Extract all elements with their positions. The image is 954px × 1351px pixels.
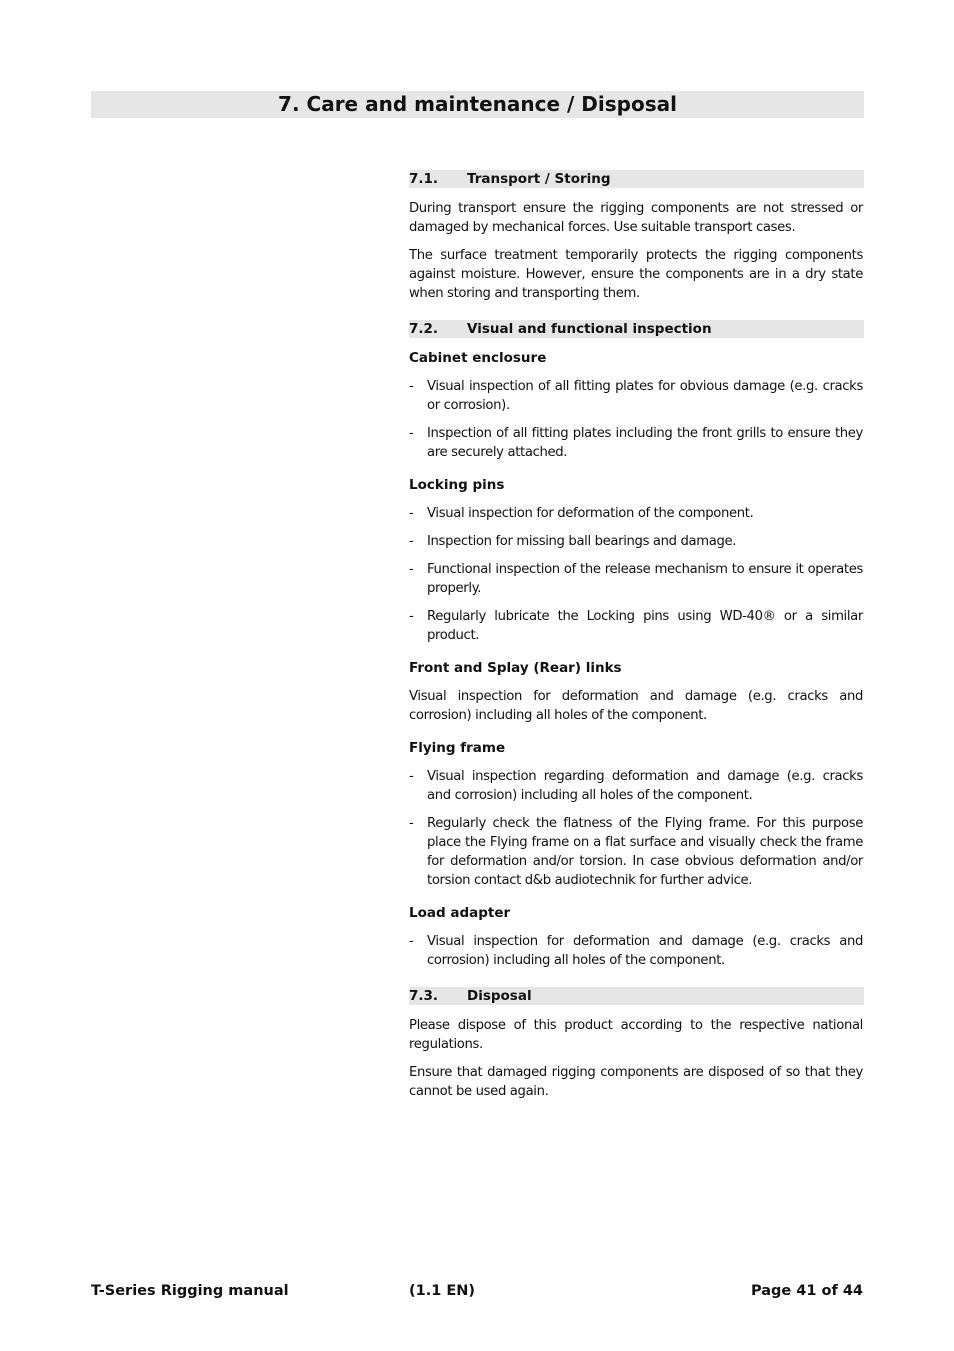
chapter-header-bar: [91, 91, 864, 118]
footer-page-number: Page 41 of 44: [750, 1283, 863, 1299]
dash-marker: -: [409, 769, 414, 784]
list-item: - Visual inspection for deformation of the component.: [409, 506, 754, 521]
subheading-cabinet-enclosure: Cabinet enclosure: [409, 350, 547, 366]
section-title: Disposal: [467, 988, 532, 1004]
section-heading-transport: [409, 170, 864, 188]
list-item: - Regularly lubricate the Locking pins using WD-40® or a similar product.: [409, 609, 863, 643]
subheading-front-splay-links: Front and Splay (Rear) links: [409, 660, 622, 676]
main-content: [409, 170, 863, 1110]
list-item: - Visual inspection regarding deformation and damage (e.g. cracks and corrosion) including all holes of the component.: [409, 769, 863, 803]
dash-marker: -: [409, 816, 414, 831]
list-item: - Visual inspection of all fitting plates for obvious damage (e.g. cracks or corrosion).: [409, 379, 863, 413]
paragraph: During transport ensure the rigging components are not stressed or damaged by mechanical forces. Use suitable transport cases.: [409, 201, 863, 235]
bullet-list: [409, 377, 863, 462]
subheading-flying-frame: Flying frame: [409, 740, 506, 756]
section-number: 7.2.: [409, 321, 439, 337]
list-item: - Inspection of all fitting plates including the front grills to ensure they are securely attached.: [409, 426, 863, 460]
dash-marker: -: [409, 379, 414, 394]
section-heading-disposal: [409, 987, 864, 1005]
section-number: 7.1.: [409, 171, 439, 187]
dash-marker: -: [409, 609, 414, 624]
section-title: Transport / Storing: [467, 171, 611, 187]
paragraph: Visual inspection for deformation and damage (e.g. cracks and corrosion) including all holes of the component.: [409, 689, 863, 723]
dash-marker: -: [409, 506, 414, 521]
subheading-load-adapter: Load adapter: [409, 905, 511, 921]
chapter-title: 7. Care and maintenance / Disposal: [278, 92, 677, 116]
paragraph: Please dispose of this product according to the respective national regulations.: [409, 1018, 863, 1052]
paragraph: The surface treatment temporarily protects the rigging components against moisture. However, ensure the components are in a dry state when storing and transporting them.: [409, 248, 863, 301]
footer-version: (1.1 EN): [409, 1283, 476, 1299]
section-heading-inspection: [409, 320, 864, 338]
bullet-list: [409, 932, 863, 970]
dash-marker: -: [409, 426, 414, 441]
subheading-locking-pins: Locking pins: [409, 477, 505, 493]
bullet-list: [409, 767, 863, 890]
list-item: - Inspection for missing ball bearings and damage.: [409, 534, 737, 549]
bullet-list: [409, 504, 863, 645]
list-item: - Functional inspection of the release mechanism to ensure it operates properly.: [409, 562, 863, 596]
dash-marker: -: [409, 534, 414, 549]
dash-marker: -: [409, 934, 414, 949]
section-number: 7.3.: [409, 988, 439, 1004]
dash-marker: -: [409, 562, 414, 577]
paragraph: Ensure that damaged rigging components are disposed of so that they cannot be used again.: [409, 1065, 863, 1099]
footer-manual-title: T-Series Rigging manual: [91, 1283, 289, 1299]
section-title: Visual and functional inspection: [467, 321, 712, 337]
list-item: - Visual inspection for deformation and damage (e.g. cracks and corrosion) including all holes of the component.: [409, 934, 863, 968]
list-item: - Regularly check the flatness of the Flying frame. For this purpose place the Flying frame on a flat surface and visually check the frame for deformation and/or torsion. In case obvious deformation and/or torsion contact d&b audiotechnik for further advice.: [409, 816, 863, 888]
